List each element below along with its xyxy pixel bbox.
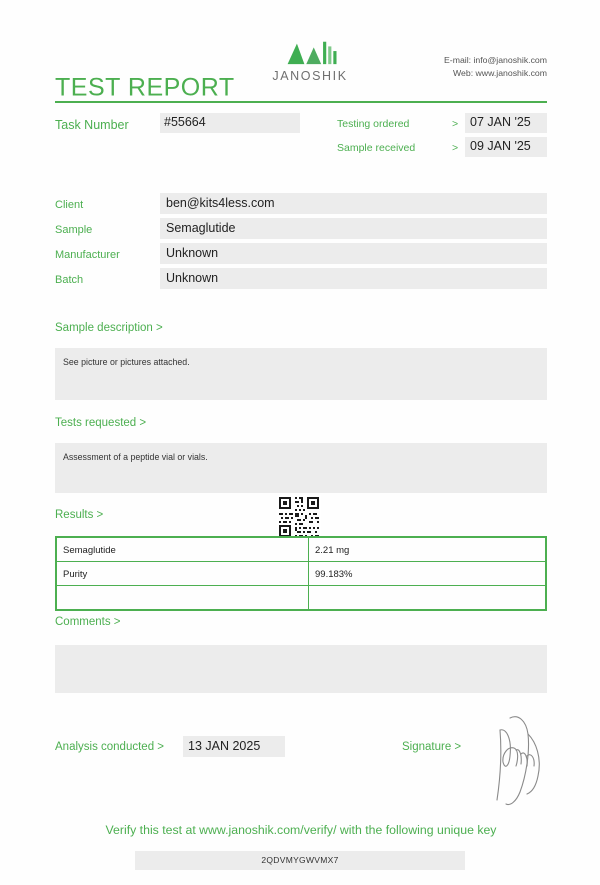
field-label: Manufacturer (55, 249, 120, 261)
sample-received-caret: > (452, 142, 459, 154)
field-value: ben@kits4less.com (160, 193, 547, 214)
comments-heading: Comments > (55, 616, 121, 628)
header-divider (55, 101, 547, 103)
contact-email: E-mail: info@janoshik.com (444, 55, 547, 65)
field-value: Semaglutide (160, 218, 547, 239)
results-heading: Results > (55, 509, 104, 521)
field-sample (55, 218, 547, 243)
results-table (55, 536, 547, 611)
signature-mark (480, 700, 560, 810)
result-value: 99.183% (309, 562, 546, 586)
table-row (57, 538, 546, 562)
table-row (57, 586, 546, 610)
contact-block (444, 54, 547, 81)
field-label: Batch (55, 274, 84, 286)
result-name (57, 586, 309, 610)
task-number-value: #55664 (160, 113, 300, 133)
verify-text: Verify this test at www.janoshik.com/verify/ with the following unique key (105, 823, 497, 837)
result-name: Semaglutide (57, 538, 309, 562)
testing-ordered-label: Testing ordered (337, 118, 410, 130)
testing-ordered-caret: > (452, 118, 459, 130)
comments-text (55, 645, 547, 693)
field-client (55, 193, 547, 218)
unique-key: 2QDVMYGWVMX7 (135, 851, 465, 870)
sample-received-row (337, 137, 547, 161)
testing-ordered-value: 07 JAN '25 (465, 113, 547, 133)
table-row (57, 562, 546, 586)
task-number-label: Task Number (55, 118, 129, 132)
field-manufacturer (55, 243, 547, 268)
sample-description-text: See picture or pictures attached. (55, 348, 547, 400)
field-batch (55, 268, 547, 293)
qr-code-icon (277, 495, 321, 539)
report-header (55, 38, 547, 102)
sample-received-label: Sample received (337, 142, 416, 154)
field-label: Sample (55, 224, 93, 236)
result-name: Purity (57, 562, 309, 586)
info-fields (55, 193, 547, 293)
result-value: 2.21 mg (309, 538, 546, 562)
page-title: TEST REPORT (55, 73, 235, 102)
signature-label: Signature > (402, 741, 462, 753)
tests-requested-heading: Tests requested > (55, 417, 147, 429)
sample-received-value: 09 JAN '25 (465, 137, 547, 157)
analysis-conducted-label: Analysis conducted > (55, 741, 164, 753)
logo-wordmark: JANOSHIK (272, 69, 348, 83)
field-label: Client (55, 199, 84, 211)
testing-ordered-row (337, 113, 547, 137)
field-value: Unknown (160, 268, 547, 289)
contact-web: Web: www.janoshik.com (453, 68, 547, 79)
result-value (309, 586, 546, 610)
logo-bars-icon (282, 38, 338, 66)
analysis-conducted-value: 13 JAN 2025 (183, 736, 285, 757)
dates-block (337, 113, 547, 161)
sample-description-heading: Sample description > (55, 322, 163, 334)
field-value: Unknown (160, 243, 547, 264)
brand-logo (260, 38, 360, 83)
tests-requested-text: Assessment of a peptide vial or vials. (55, 443, 547, 493)
